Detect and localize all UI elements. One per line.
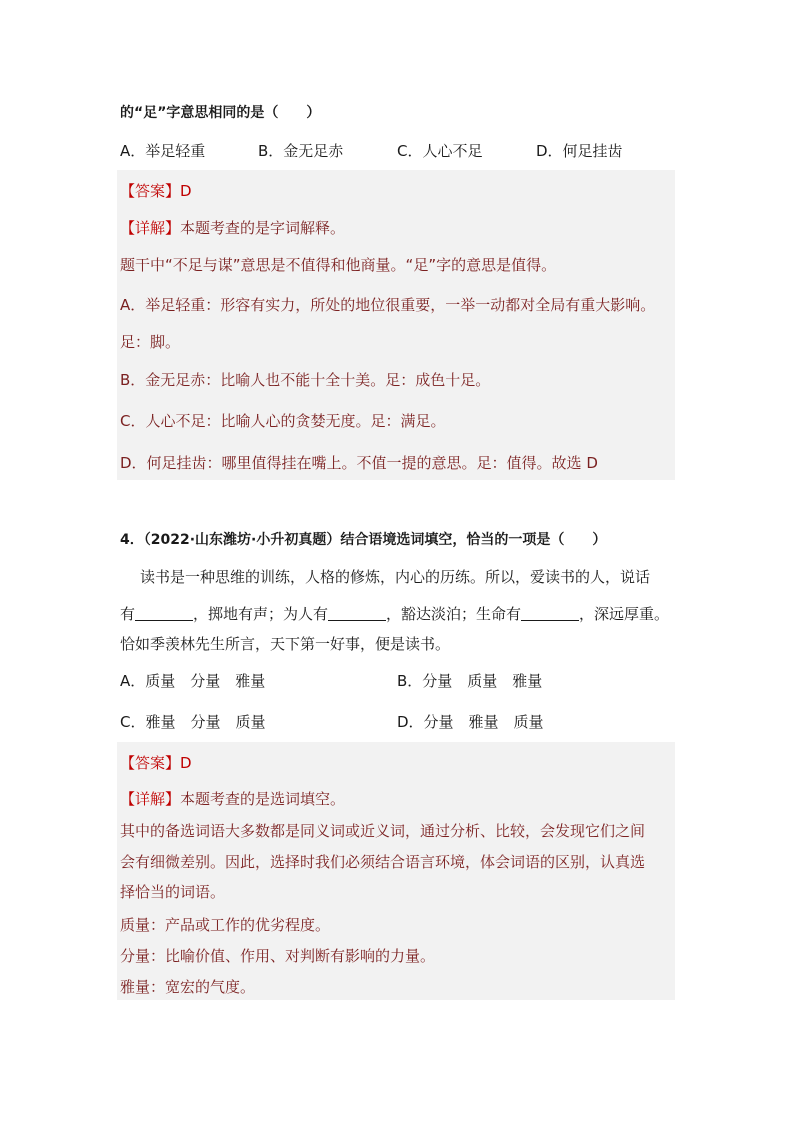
detail-text: 题干中“不足与谋”意思是不值得和他商量。“足”字的意思是值得。 bbox=[120, 256, 557, 274]
passage-text: ，掷地有声；为人有 bbox=[193, 605, 329, 623]
detail-text: A．举足轻重：形容有实力，所处的地位很重要，一举一动都对全局有重大影响。 bbox=[120, 296, 656, 314]
detail-text: 足：脚。 bbox=[120, 333, 181, 351]
question-stem: 的“足”字意思相同的是（ ） bbox=[120, 105, 321, 121]
detail-line bbox=[120, 217, 345, 238]
option-d: D．何足挂齿 bbox=[536, 142, 623, 160]
option-b: B．金无足赤 bbox=[258, 142, 344, 160]
answer-value: D bbox=[180, 182, 192, 200]
option-a: A．质量 分量 雅量 bbox=[120, 672, 266, 690]
option-a: A．举足轻重 bbox=[120, 142, 206, 160]
detail-text: C．人心不足：比喻人心的贪婪无度。足：满足。 bbox=[120, 412, 446, 430]
option-d: D．分量 雅量 质量 bbox=[397, 713, 544, 731]
passage-text: ，深远厚重。 bbox=[579, 605, 670, 623]
detail-line bbox=[120, 788, 345, 809]
detail-text: 质量：产品或工作的优劣程度。 bbox=[120, 916, 331, 934]
answer-tag: 【答案】 bbox=[120, 182, 181, 200]
passage-text: ，豁达淡泊；生命有 bbox=[386, 605, 522, 623]
option-b: B．分量 质量 雅量 bbox=[397, 672, 543, 690]
detail-text: B．金无足赤：比喻人也不能十全十美。足：成色十足。 bbox=[120, 371, 491, 389]
detail-text: 雅量：宽宏的气度。 bbox=[120, 978, 256, 996]
passage-line: 读书是一种思维的训练，人格的修炼，内心的历练。所以，爱读书的人，说话 bbox=[140, 568, 651, 586]
answer-value: D bbox=[180, 754, 192, 772]
answer-line bbox=[120, 752, 192, 773]
passage-text: 有 bbox=[120, 605, 136, 623]
option-c: C．人心不足 bbox=[397, 142, 483, 160]
fill-blank bbox=[328, 605, 386, 621]
detail-text: 会有细微差别。因此，选择时我们必须结合语言环境，体会词语的区别，认真选 bbox=[120, 853, 646, 871]
answer-box bbox=[117, 742, 675, 1000]
detail-tag: 【详解】 bbox=[120, 790, 181, 808]
detail-text: D．何足挂齿：哪里值得挂在嘴上。不值一提的意思。足：值得。故选 D bbox=[120, 454, 598, 472]
answer-line bbox=[120, 180, 192, 201]
detail-text: 其中的备选词语大多数都是同义词或近义词，通过分析、比较，会发现它们之间 bbox=[120, 822, 646, 840]
detail-text: 择恰当的词语。 bbox=[120, 883, 226, 901]
detail-tag: 【详解】 bbox=[120, 219, 181, 237]
fill-blank bbox=[135, 605, 193, 621]
detail-text: 分量：比喻价值、作用、对判断有影响的力量。 bbox=[120, 947, 436, 965]
detail-text: 本题考查的是字词解释。 bbox=[180, 219, 346, 237]
answer-tag: 【答案】 bbox=[120, 754, 181, 772]
answer-box bbox=[117, 170, 675, 480]
option-c: C．雅量 分量 质量 bbox=[120, 713, 266, 731]
detail-text: 本题考查的是选词填空。 bbox=[180, 790, 346, 808]
question-stem: 4．（2022·山东潍坊·小升初真题）结合语境选词填空，恰当的一项是（ ） bbox=[120, 532, 607, 548]
passage-line bbox=[120, 603, 669, 624]
passage-line: 恰如季羡林先生所言，天下第一好事，便是读书。 bbox=[120, 635, 451, 653]
fill-blank bbox=[521, 605, 579, 621]
